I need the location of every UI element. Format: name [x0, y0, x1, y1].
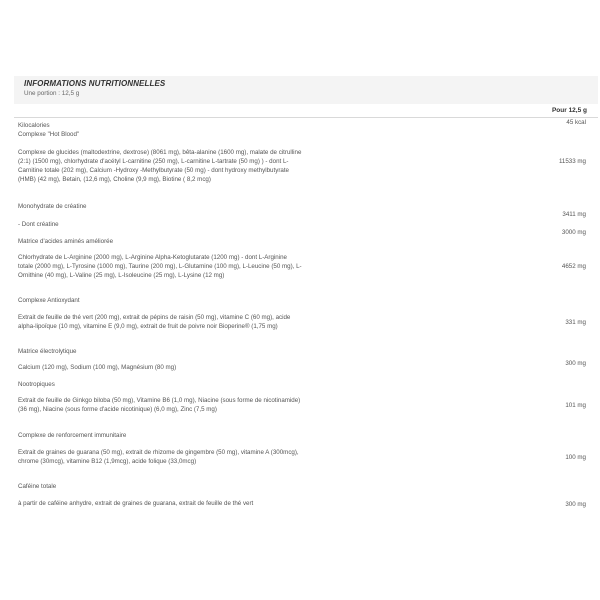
nutrition-row: [18, 253, 586, 280]
row-label: Caféine totale: [18, 483, 57, 490]
row-value: 11533 mg: [558, 158, 586, 165]
column-header-per-portion: Pour 12,5 g: [551, 107, 587, 114]
nutrition-row: [18, 396, 586, 414]
row-label: Kilocalories: [18, 122, 50, 129]
row-label: Chlorhydrate de L-Arginine (2000 mg), L-Arginine Alpha-Ketoglutarate (1200 mg) - dont L-Arginine totale (2000 mg), L-Tyrosine (1000 mg), Taurine (200 mg), L-Glutamine (100 mg), L-Leucine (50 mg), L-Ornithine (40 mg), L-Valine (25 mg), L-Isoleucine (25 mg), L-Lysine (12 mg): [18, 254, 302, 279]
row-value: 331 mg: [565, 319, 586, 326]
row-label: Complexe Antioxydant: [18, 297, 80, 304]
nutrition-row: [18, 482, 586, 491]
row-label: Matrice électrolytique: [18, 348, 77, 355]
nutrition-row: [18, 202, 586, 218]
row-value: 4652 mg: [561, 263, 586, 270]
row-label: à partir de caféine anhydre, extrait de graines de guarana, extrait de feuille de thé vert: [18, 500, 254, 507]
row-label: Calcium (120 mg), Sodium (100 mg), Magnésium (80 mg): [18, 364, 177, 371]
nutrition-row: [18, 220, 586, 236]
row-value: 3000 mg: [561, 229, 586, 236]
row-value: 45 kcal: [566, 119, 586, 126]
row-value: 100 mg: [565, 454, 586, 461]
nutrition-row: [18, 380, 586, 389]
row-label: Complexe "Hot Blood": [18, 131, 80, 138]
nutrition-row: [18, 148, 586, 184]
nutrition-row: [18, 499, 586, 508]
nutrition-row: [18, 121, 586, 130]
row-value: 101 mg: [565, 402, 586, 409]
portion-size: Une portion : 12,5 g: [24, 90, 80, 97]
row-label: Nootropiques: [18, 381, 55, 388]
row-label: Complexe de renforcement immunitaire: [18, 432, 127, 439]
nutrition-row: [18, 130, 586, 139]
row-value: 300 mg: [565, 501, 586, 508]
nutrition-row: [18, 296, 586, 305]
row-label: Extrait de feuille de thé vert (200 mg), extrait de pépins de raisin (50 mg), vitamine C (60 mg), acide alpha-lipoïque (10 mg), vitamine E (9,0 mg), extrait de fruit de poivre noir Bioperine® (1,75 mg): [18, 314, 291, 330]
row-value: 3411 mg: [562, 211, 586, 218]
nutrition-row: [18, 347, 586, 356]
nutrition-row: [18, 313, 586, 331]
nutrition-row: [18, 431, 586, 440]
row-label: - Dont créatine: [18, 221, 59, 228]
row-label: Matrice d'acides aminés améliorée: [18, 238, 114, 245]
row-label: Monohydrate de créatine: [18, 203, 87, 210]
nutrition-row: [18, 448, 586, 466]
nutrition-row: [18, 237, 586, 246]
row-value: 300 mg: [565, 360, 586, 367]
divider: [14, 117, 598, 118]
nutrition-header: [14, 76, 598, 104]
row-label: Extrait de graines de guarana (50 mg), extrait de rhizome de gingembre (50 mg), vitamine A (300mcg), chrome (30mcg), vitamine B12 (1,9mcg), acide folique (33,0mcg): [18, 449, 299, 465]
row-label: Extrait de feuille de Ginkgo biloba (50 mg), Vitamine B6 (1,0 mg), Niacine (sous forme de nicotinamide) (36 mg), Niacine (sous forme d'acide nicotinique) (6,0 mg), Zinc (7,5 mg): [18, 397, 301, 413]
nutrition-title: INFORMATIONS NUTRITIONNELLES: [24, 79, 166, 88]
row-label: Complexe de glucides (maltodextrine, dextrose) (8061 mg), bêta-alanine (1600 mg), malate de citrulline (2:1) (1500 mg), chlorhydrate d'acétyl L-carnitine (250 mg), L-carnitine L-tartrate (50 mg) ) - dont L-Carnitine totale (202 mg), Calcium -Hydroxy -Methylbutyrate (50 mg) - dont hydroxy methylbutyrate (HMB) (42 mg), Betain, (12,6 mg), Choline (9,9 mg), Biotine ( 8,2 mcg): [18, 149, 302, 183]
nutrition-row: [18, 360, 586, 372]
